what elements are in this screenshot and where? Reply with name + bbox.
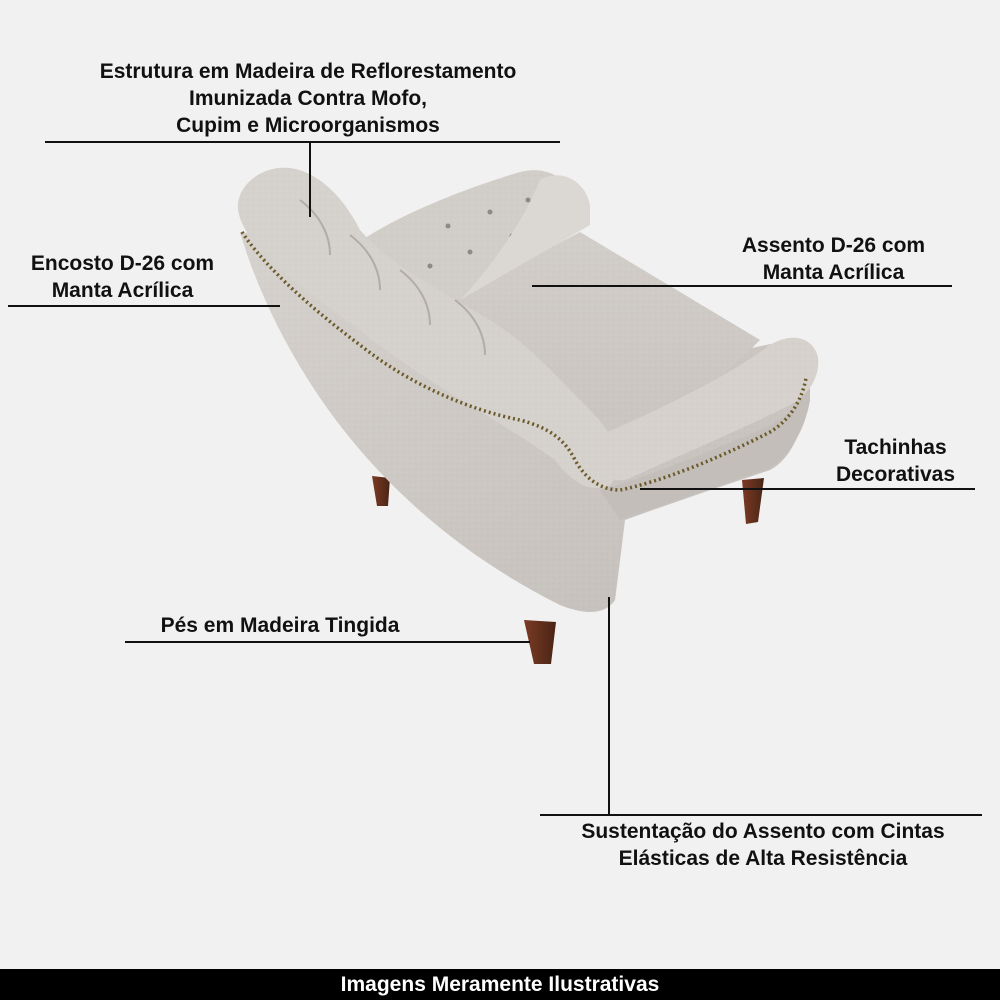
callout-estrutura-line-3: Cupim e Microorganismos bbox=[176, 114, 440, 137]
callout-sustentacao-leader bbox=[608, 597, 610, 815]
footer-banner bbox=[0, 969, 1000, 1000]
callout-estrutura-leader bbox=[309, 141, 311, 217]
callout-encosto-underline bbox=[8, 305, 280, 307]
callout-sustentacao-line-1: Sustentação do Assento com Cintas bbox=[581, 820, 945, 843]
back-left-leg bbox=[372, 476, 390, 506]
callout-sustentacao bbox=[540, 818, 986, 872]
callout-pes bbox=[130, 612, 430, 639]
callout-estrutura-line-1: Estrutura em Madeira de Reflorestamento bbox=[99, 60, 517, 83]
callout-tachinhas-underline bbox=[640, 488, 975, 490]
callout-pes-line-1: Pés em Madeira Tingida bbox=[160, 614, 400, 637]
footer-text: Imagens Meramente Ilustrativas bbox=[340, 973, 660, 996]
callout-estrutura-underline bbox=[45, 141, 560, 143]
callout-assento-line-1: Assento D-26 com bbox=[741, 234, 926, 257]
callout-encosto-line-2: Manta Acrílica bbox=[51, 279, 194, 302]
callout-pes-underline bbox=[125, 641, 530, 643]
callout-sustentacao-overline bbox=[540, 814, 982, 816]
callout-tachinhas-line-2: Decorativas bbox=[835, 463, 956, 486]
callout-tachinhas bbox=[818, 434, 973, 488]
callout-assento-line-2: Manta Acrílica bbox=[762, 261, 905, 284]
back-right-leg bbox=[742, 478, 764, 524]
callout-sustentacao-line-2: Elásticas de Alta Resistência bbox=[618, 847, 908, 870]
callout-assento-underline bbox=[532, 285, 952, 287]
callout-encosto-line-1: Encosto D-26 com bbox=[30, 252, 215, 275]
callout-assento bbox=[716, 232, 951, 286]
callout-estrutura-line-2: Imunizada Contra Mofo, bbox=[189, 87, 427, 110]
callout-estrutura bbox=[54, 58, 562, 139]
callout-tachinhas-line-1: Tachinhas bbox=[844, 436, 947, 459]
callout-encosto bbox=[10, 250, 235, 304]
